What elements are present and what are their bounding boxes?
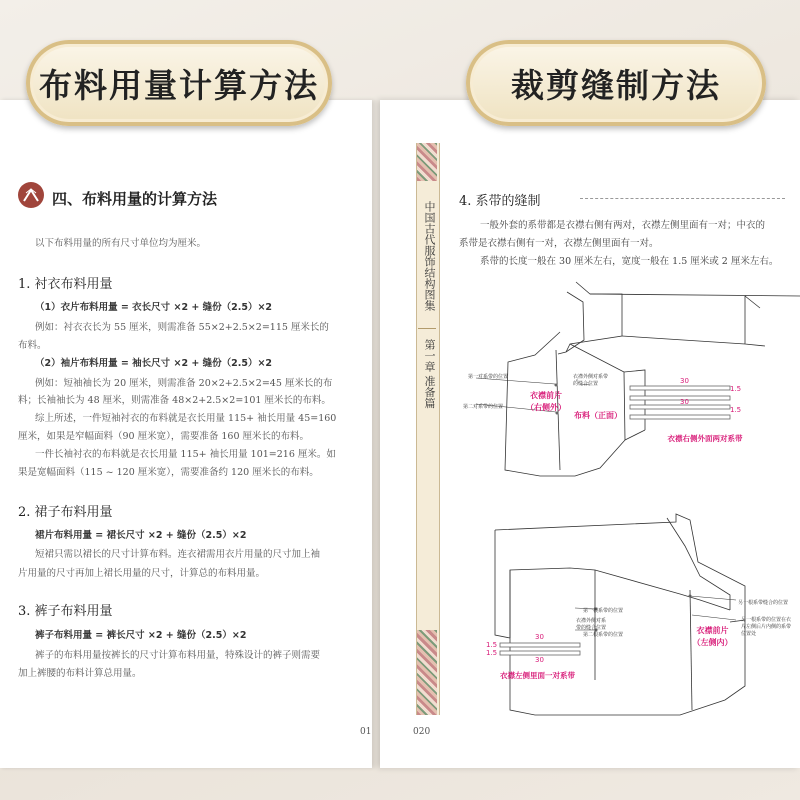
shirt-summary-c: 一件长袖衬衣的布料就是衣长用量 115+ 袖长用量 101=216 厘米。如 [35,449,336,460]
diagram-left-tie-garment [440,510,800,720]
tie2-width-15b: 1.5 [486,649,498,657]
book-title-vertical: 中国古代服饰结构图集 [423,201,436,311]
tie-para-1b: 系带是衣襟右侧有一对，衣襟左侧里面有一对。 [459,238,659,249]
tie-heading: 4. 系带的缝制 [459,194,541,209]
section-title: 四、布料用量的计算方法 [52,190,218,208]
label-first-pair: 第一对系带的位置 [468,374,509,380]
skirt-text-a: 短裙只需以裙长的尺寸计算布料。连衣裙需用衣片用量的尺寸加上袖 [35,549,321,560]
tie-width-15b: 1.5 [730,406,742,414]
skirt-formula: 裙片布料用量 = 裙长尺寸 ×2 + 缝份（2.5）×2 [35,530,247,541]
skirt-text-b: 片用量的尺寸再加上裙长用量的尺寸，计算总的布料用量。 [18,568,266,579]
label-first-tie: 第一根系带的位置 [583,608,624,614]
shirt-summary-b: 厘米，如果是窄幅面料（90 厘米宽），需要准备 160 厘米长的布料。 [18,431,310,442]
banner-fabric-calculation [26,40,332,126]
banner-left-label: 布料用量计算方法 [39,65,319,105]
tie2-length-30a: 30 [535,633,544,641]
right-page-number: 020 [413,727,431,737]
left-page-number: 01 [360,727,372,737]
shirt-example-1a: 例如：衬衣衣长为 55 厘米，则需准备 55×2+2.5×2=115 厘米长的 [35,322,329,333]
label-outer-sewing: 衣襟外侧对系带的缝合位置 [576,618,607,631]
strip-divider [418,328,436,329]
diagram2-caption: 衣襟左侧里面一对系带 [500,671,575,680]
tie-width-15a: 1.5 [730,385,742,393]
skirt-heading: 2. 裙子布料用量 [18,505,113,520]
shirt-example-2a: 例如：短袖袖长为 20 厘米，则需准备 20×2+2.5×2=45 厘米长的布 [35,378,333,389]
shirt-summary-d: 果是宽幅面料（115 ~ 120 厘米宽），需要准备约 120 厘米长的布料。 [18,467,319,478]
tie2-length-30b: 30 [535,656,544,664]
shirt-example-2b: 料；长袖袖长为 48 厘米，则需准备 48×2+2.5×2=101 厘米长的布料。 [18,395,331,406]
shirt-heading: 1. 衬衣布料用量 [18,277,113,292]
diagram1-caption: 衣襟右侧外面两对系带 [667,434,743,443]
floral-ornament-icon [417,143,437,181]
label-sewing-pos: 衣襟外侧对系带的缝合位置 [573,374,609,387]
pants-formula: 裤子布料用量 = 裤长尺寸 ×2 + 缝份（2.5）×2 [35,630,247,641]
pants-heading: 3. 裤子布料用量 [18,604,113,619]
shirt-formula-1: （1）衣片布料用量 = 衣长尺寸 ×2 + 缝份（2.5）×2 [35,302,273,313]
heading-rule [580,198,785,199]
tie-para-1a: 一般外套的系带都是衣襟右侧有两对，衣襟左侧里面有一对；中衣的 [480,220,766,231]
label-second-pair: 第二对系带的位置 [463,404,504,410]
tie2-width-15a: 1.5 [486,641,498,649]
tie-length-30a: 30 [680,377,689,385]
front-panel-label: 衣襟前片 [530,390,562,400]
label-other-tie-pos: 另一根系带的位置在衣片左侧后片内侧的系带位置处 [741,617,792,637]
shirt-example-1b: 布料。 [18,340,47,351]
diagram-right-tie-garment [440,280,800,500]
shirt-summary-a: 综上所述，一件短袖衬衣的布料就是衣长用量 115+ 袖长用量 45=160 [35,413,337,424]
front-panel-sublabel: （右侧外） [526,402,566,412]
tie-length-30b: 30 [680,398,689,406]
front-panel-left-label: 衣襟前片 [696,625,729,635]
section-emblem-icon [18,182,44,208]
intro-text: 以下布料用量的所有尺寸单位均为厘米。 [35,238,207,249]
label-second-tie: 第二根系带的位置 [583,632,624,638]
pants-text-b: 加上裤腰的布料计算总用量。 [18,668,142,679]
banner-cutting-sewing [466,40,766,126]
banner-right-label: 裁剪缝制方法 [511,65,721,105]
fabric-label: 布料（正面） [574,410,622,420]
shirt-formula-2: （2）袖片布料用量 = 袖长尺寸 ×2 + 缝份（2.5）×2 [35,358,273,369]
floral-ornament-bottom-icon [417,630,437,715]
tie-para-2: 系带的长度一般在 30 厘米左右，宽度一般在 1.5 厘米或 2 厘米左右。 [480,256,779,267]
pants-text-a: 裤子的布料用量按裤长的尺寸计算布料用量，特殊设计的裤子则需要 [35,650,321,661]
chapter-vertical: 第一章 准备篇 [423,339,436,409]
label-other-tie-sewing: 另一根系带缝合的位置 [738,600,789,606]
front-panel-left-sublabel: （左侧内） [692,637,733,647]
